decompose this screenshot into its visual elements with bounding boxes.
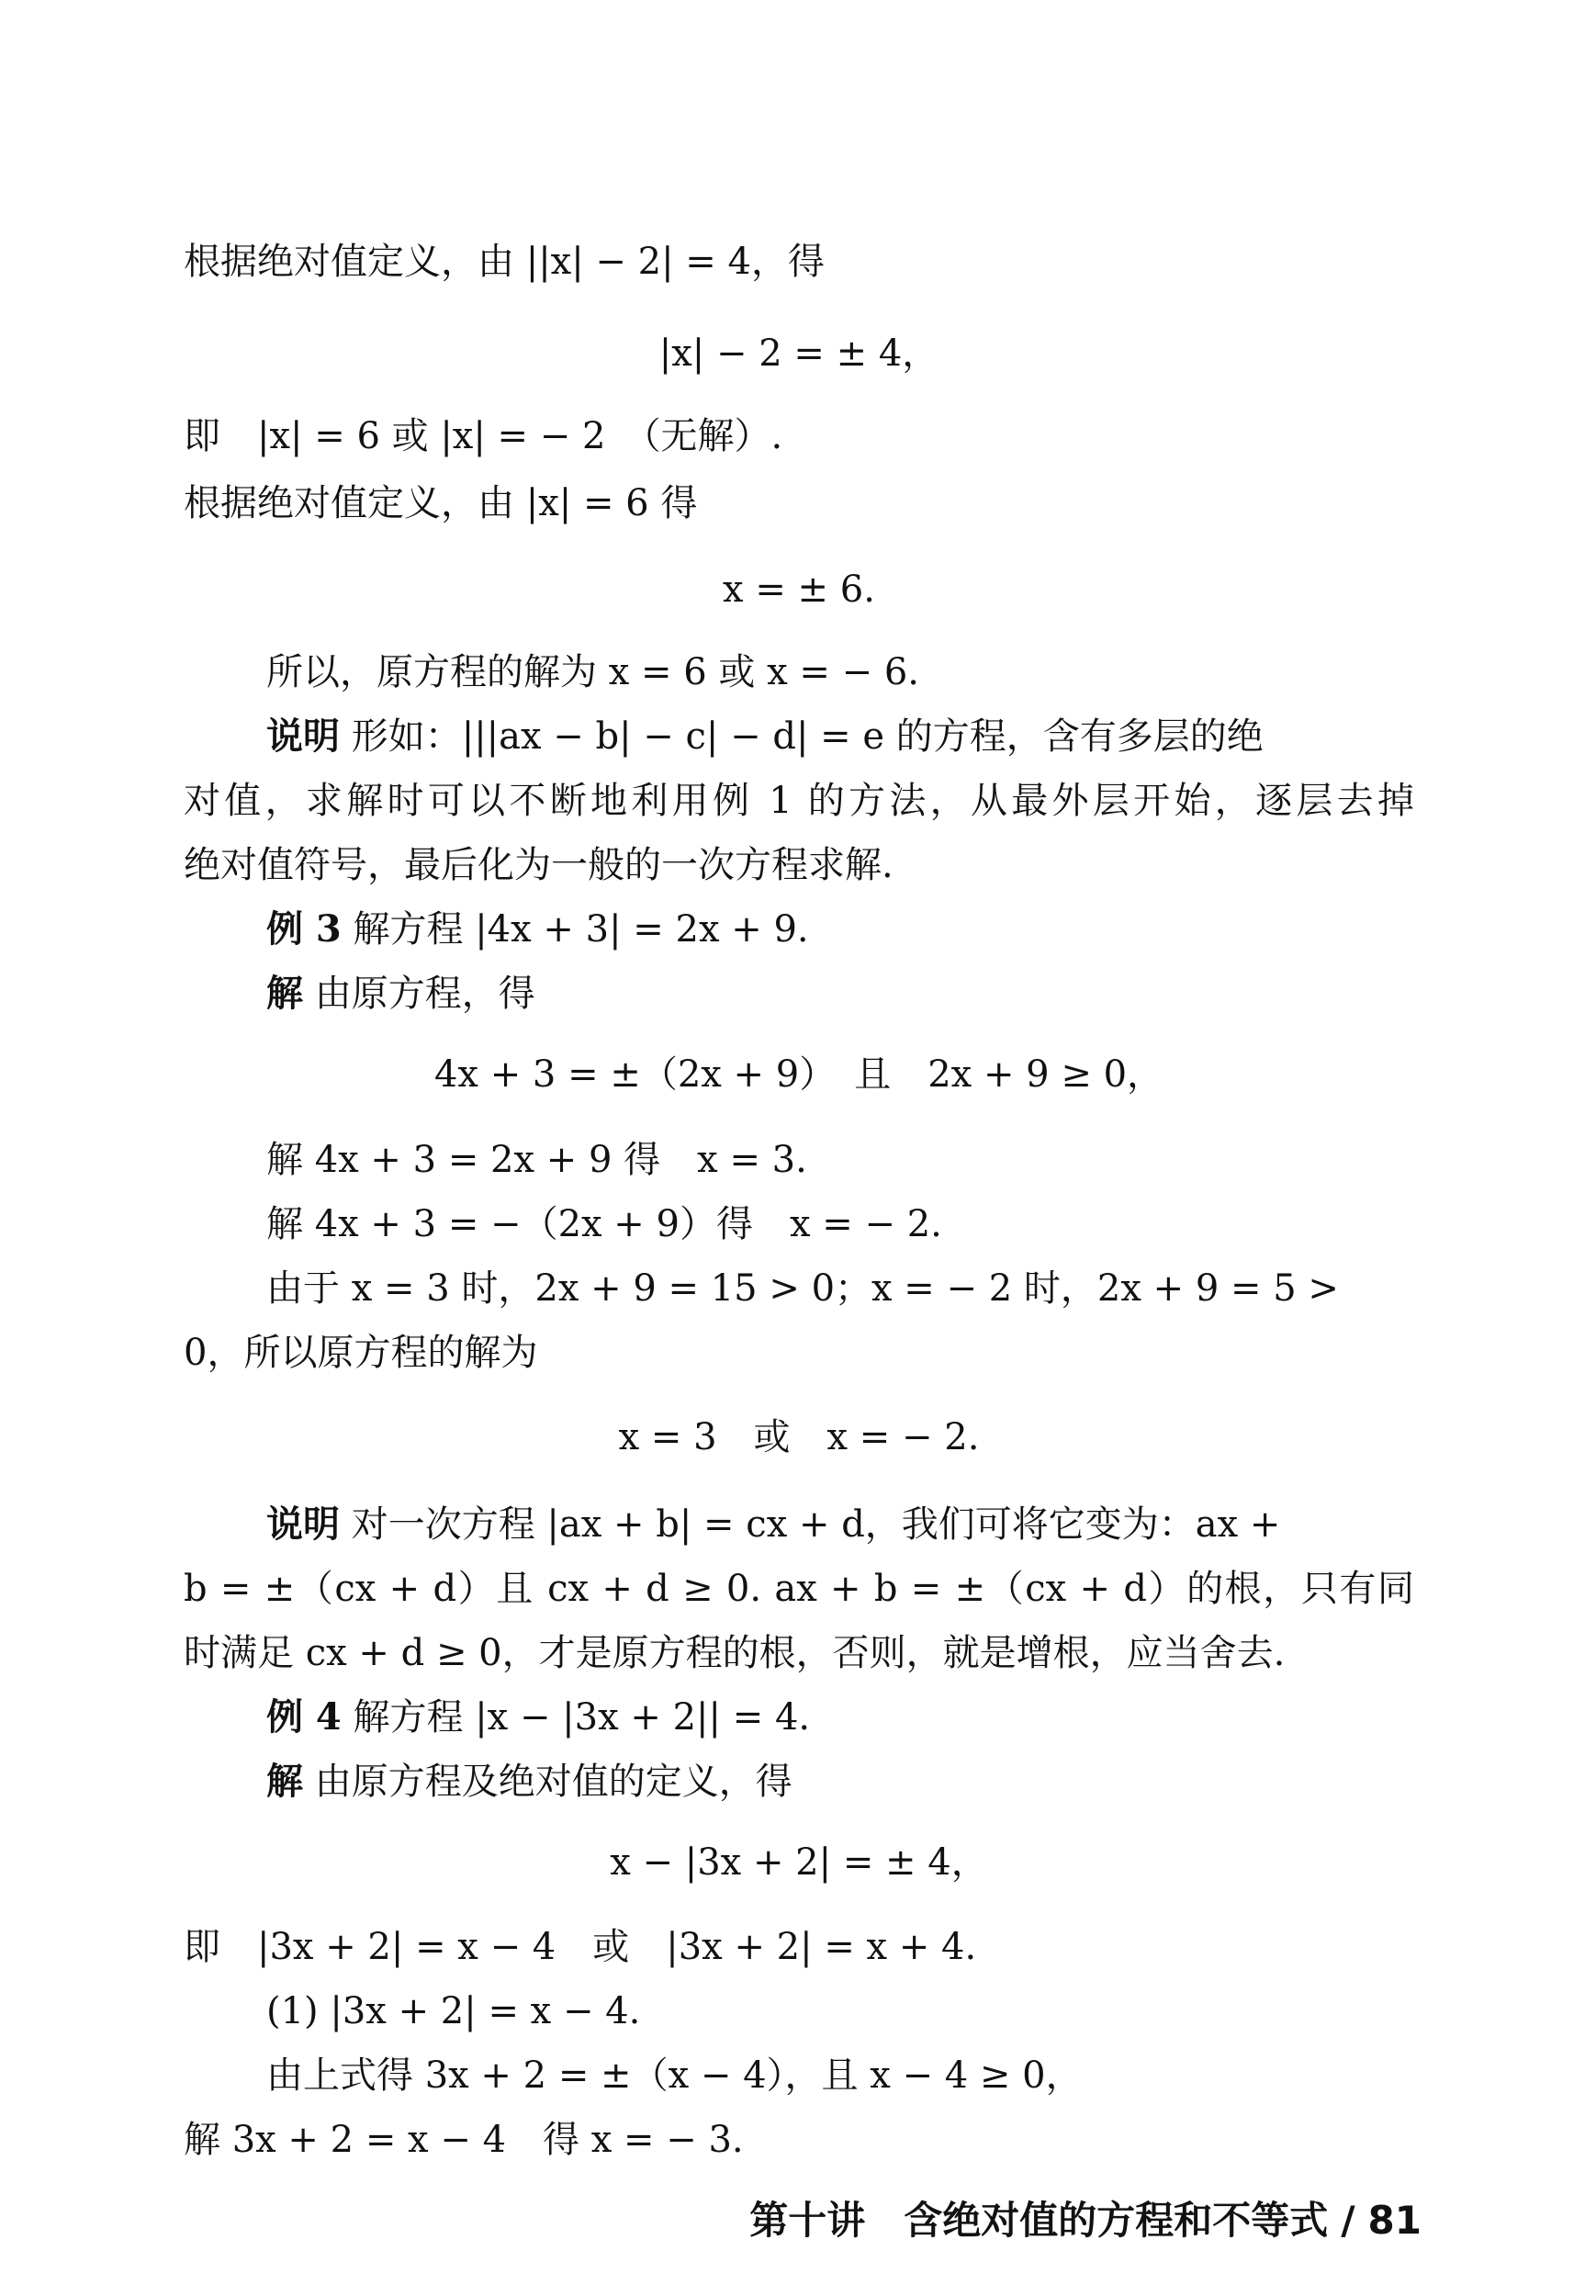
- page-footer: [749, 2190, 1422, 2245]
- text-line: 即 |3x + 2| = x − 4 或 |3x + 2| = x + 4.: [184, 1926, 977, 1968]
- example-label: 例 4: [266, 1695, 342, 1739]
- text-line: 由上式得 3x + 2 = ±（x − 4），且 x − 4 ≥ 0，: [266, 2054, 1083, 2097]
- display-equation: x − |3x + 2| = ± 4，: [610, 1841, 988, 1884]
- solution-label: 解: [266, 1760, 303, 1803]
- example-heading: [266, 1690, 1497, 1745]
- text-line: 时满足 cx + d ≥ 0，才是原方程的根，否则，就是增根，应当舍去.: [184, 1632, 1286, 1674]
- note-line: [266, 1497, 1414, 1552]
- solution-text: 由原方程及绝对值的定义，得: [314, 1761, 792, 1803]
- text-line: 根据绝对值定义，由 |x| = 6 得: [184, 482, 698, 524]
- text-line: 所以，原方程的解为 x = 6 或 x = − 6.: [266, 651, 919, 693]
- display-equation: x = 3 或 x = − 2.: [618, 1416, 980, 1458]
- solution-label: 解: [266, 972, 303, 1015]
- example-problem: 解方程 |4x + 3| = 2x + 9.: [353, 908, 809, 951]
- text-line: 解 3x + 2 = x − 4 得 x = − 3.: [184, 2119, 744, 2161]
- display-equation: 4x + 3 = ±（2x + 9） 且 2x + 9 ≥ 0，: [433, 1053, 1164, 1096]
- example-problem: 解方程 |x − |3x + 2|| = 4.: [353, 1696, 811, 1739]
- text-line: 由于 x = 3 时，2x + 9 = 15 > 0；x = − 2 时，2x + 9 = 5 >: [266, 1267, 1339, 1310]
- solution-text: 由原方程，得: [314, 973, 535, 1015]
- text-line: 根据绝对值定义，由 ||x| − 2| = 4，得: [184, 241, 825, 283]
- display-equation: x = ± 6.: [723, 568, 875, 611]
- text-line: 对值，求解时可以不断地利用例 1 的方法，从最外层开始，逐层去掉: [184, 780, 1414, 822]
- text-line: (1) |3x + 2| = x − 4.: [266, 1990, 641, 2032]
- text-line: 解 4x + 3 = 2x + 9 得 x = 3.: [266, 1139, 807, 1181]
- example-label: 例 3: [266, 907, 342, 951]
- text-line: 绝对值符号，最后化为一般的一次方程求解.: [184, 844, 894, 886]
- note-text: 对一次方程 |ax + b| = cx + d，我们可将它变为：ax +: [351, 1503, 1281, 1546]
- text-line: 0，所以原方程的解为: [184, 1332, 538, 1374]
- text-line: b = ±（cx + d）且 cx + d ≥ 0. ax + b = ±（cx + d）的根，只有同: [184, 1568, 1414, 1610]
- chapter-title: 第十讲 含绝对值的方程和不等式: [749, 2198, 1329, 2243]
- note-label: 说明: [266, 715, 340, 758]
- page-number: 81: [1367, 2198, 1422, 2243]
- note-text: 形如：|||ax − b| − c| − d| = e 的方程，含有多层的绝: [351, 715, 1264, 758]
- note-line: [266, 709, 1414, 764]
- solution-line: [266, 966, 1497, 1021]
- note-label: 说明: [266, 1503, 340, 1546]
- solution-line: [266, 1754, 1497, 1809]
- text-line: 即 |x| = 6 或 |x| = − 2 （无解）.: [184, 415, 783, 457]
- example-heading: [266, 902, 1497, 957]
- text-line: 解 4x + 3 = −（2x + 9）得 x = − 2.: [266, 1203, 942, 1245]
- footer-separator: /: [1341, 2198, 1355, 2243]
- display-equation: |x| − 2 = ± 4，: [658, 332, 939, 375]
